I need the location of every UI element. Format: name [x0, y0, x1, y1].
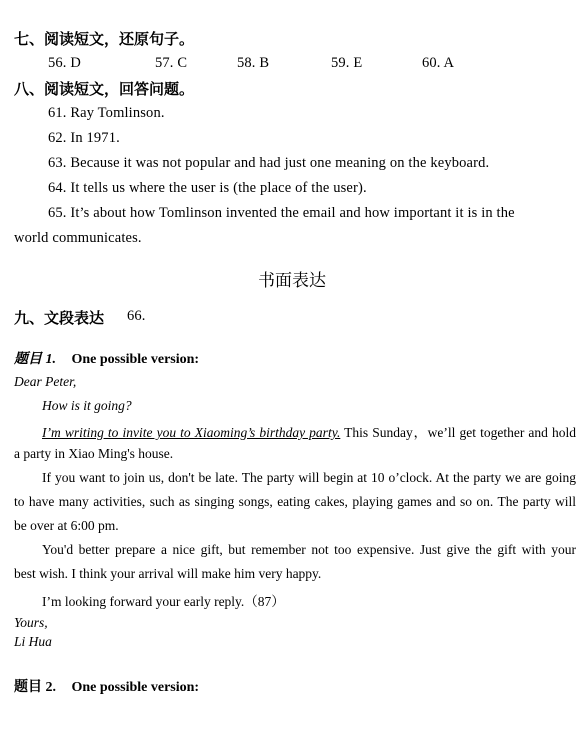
answer-56: 56. D	[48, 55, 81, 71]
letter-paragraph-1-line-2: a party in Xiao Ming's house.	[14, 446, 174, 461]
topic-1-version: One possible version:	[71, 352, 200, 367]
writing-section-title: 书面表达	[258, 271, 326, 291]
answer-59: 59. E	[331, 55, 363, 71]
letter-paragraph-1-line-1	[42, 421, 576, 441]
answer-63: 63. Because it was not popular and had just one meaning on the keyboard.	[48, 155, 490, 171]
answer-57: 57. C	[155, 55, 188, 71]
question-number-66: 66.	[127, 308, 146, 324]
answer-60: 60. A	[422, 55, 455, 71]
topic-2-label: 题目	[14, 679, 42, 695]
letter-greeting-line: How is it going?	[42, 398, 132, 413]
letter-paragraph-2-line-3: be over at 6:00 pm.	[14, 518, 119, 533]
answer-61: 61. Ray Tomlinson.	[48, 105, 165, 121]
answer-62: 62. In 1971.	[48, 130, 120, 146]
section-7-heading: 七、阅读短文，还原句子。	[14, 30, 195, 48]
letter-invitation-sentence: I’m writing to invite you to Xiaoming’s birthday party.	[42, 425, 341, 440]
section-8-heading: 八、阅读短文，回答问题。	[14, 80, 195, 98]
letter-signature: Li Hua	[14, 634, 52, 649]
letter-paragraph-3-line-2: best wish. I think your arrival will make him very happy.	[14, 566, 322, 581]
answer-58: 58. B	[237, 55, 270, 71]
answer-65: 65. It’s about how Tomlinson invented the email and how important it is in the	[48, 205, 515, 221]
answer-65-continued: world communicates.	[14, 230, 142, 246]
topic-2-version: One possible version:	[71, 680, 200, 695]
section-9-heading: 九、文段表达	[14, 309, 105, 327]
topic-1-number: 1.	[45, 352, 56, 367]
letter-salutation: Dear Peter,	[14, 374, 77, 389]
letter-paragraph-3-line-1: You'd better prepare a nice gift, but remember not too expensive. Just give the gift with your	[42, 542, 576, 557]
letter-paragraph-1-rest: This Sunday，we’ll get together and hold	[340, 425, 576, 440]
topic-2-number: 2.	[45, 680, 56, 695]
letter-paragraph-2-line-1: If you want to join us, don't be late. The party will begin at 10 o’clock. At the party we are going	[42, 470, 576, 485]
topic-2-heading	[14, 676, 199, 696]
topic-1-heading	[14, 348, 199, 368]
letter-paragraph-4: I’m looking forward your early reply.（87）	[42, 594, 285, 609]
topic-1-label: 题目	[14, 351, 42, 367]
letter-closing: Yours,	[14, 615, 48, 630]
letter-paragraph-2-line-2: to have many activities, such as singing songs, eating cakes, playing games and so on. The party will	[14, 494, 576, 509]
answer-64: 64. It tells us where the user is (the place of the user).	[48, 180, 367, 196]
